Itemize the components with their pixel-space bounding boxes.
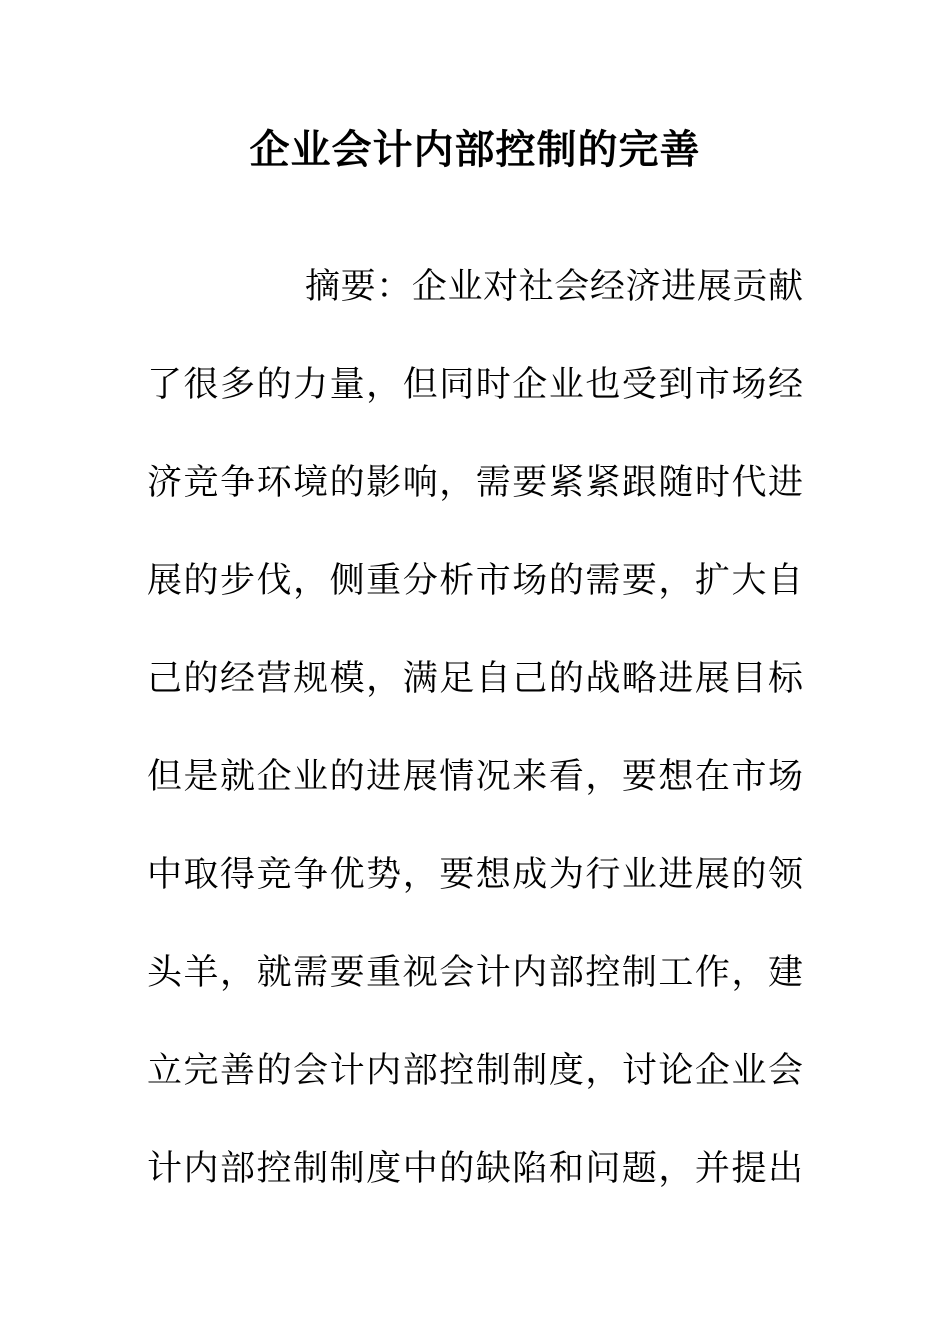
text-line: 头羊，就需要重视会计内部控制工作，建 — [147, 953, 803, 993]
text-line: 但是就企业的进展情况来看，要想在市场 — [147, 757, 803, 797]
text-line: 展的步伐，侧重分析市场的需要，扩大自 — [147, 561, 803, 601]
text-line: 中取得竞争优势，要想成为行业进展的领 — [147, 855, 803, 895]
text-line: 了很多的力量，但同时企业也受到市场经 — [147, 365, 803, 405]
text-line: 立完善的会计内部控制制度，讨论企业会 — [147, 1051, 803, 1091]
text-line: 计内部控制制度中的缺陷和问题，并提出 — [147, 1149, 803, 1189]
text-line: 摘要：企业对社会经济进展贡献 — [305, 267, 803, 307]
text-line: 济竞争环境的影响，需要紧紧跟随时代进 — [147, 463, 803, 503]
document-title: 企业会计内部控制的完善 — [249, 126, 701, 173]
text-line: 己的经营规模，满足自己的战略进展目标 — [147, 659, 803, 699]
document-body — [147, 255, 803, 1235]
